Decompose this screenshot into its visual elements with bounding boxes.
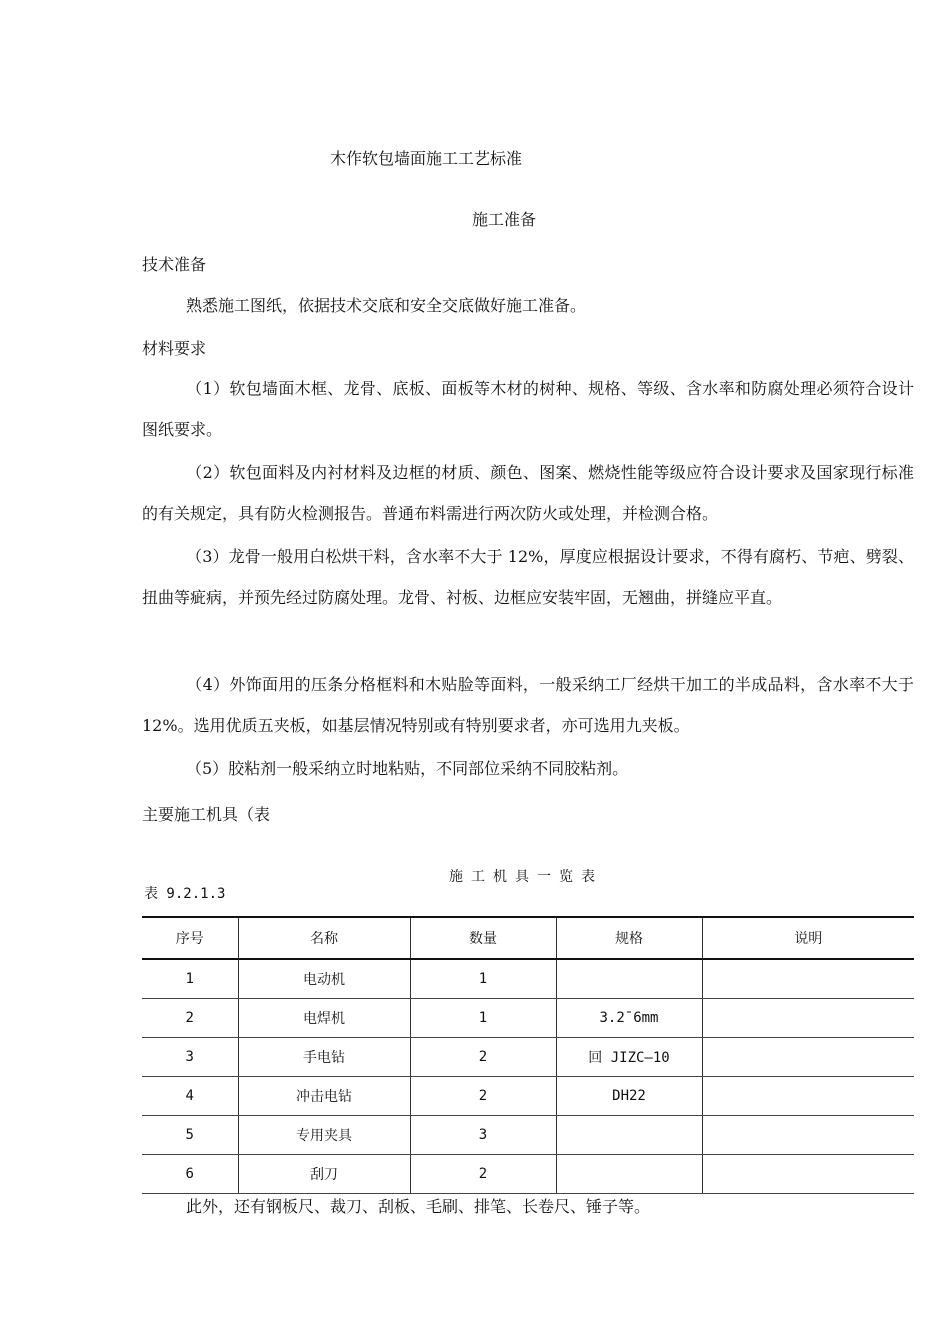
cell-spec (556, 1116, 702, 1155)
cell-name: 专用夹具 (238, 1116, 410, 1155)
cell-index: 6 (142, 1155, 238, 1194)
material-item-5-text: （5）胶粘剂一般采纳立时地粘贴，不同部位采纳不同胶粘剂。 (186, 759, 629, 778)
cell-index: 2 (142, 999, 238, 1038)
cell-name: 冲击电钻 (238, 1077, 410, 1116)
table-row (142, 1038, 914, 1077)
material-item-3-text: （3）龙骨一般用白松烘干料，含水率不大于 12%，厚度应根据设计要求，不得有腐朽、节疤、劈裂、扭曲等疵病，并预先经过防腐处理。龙骨、衬板、边框应安装牢固，无翘曲，拼缝应平直。 (142, 547, 914, 607)
table-header-row (142, 917, 914, 959)
cell-quantity: 2 (410, 1077, 556, 1116)
header-name: 名称 (238, 917, 410, 959)
material-heading: 材料要求 (142, 339, 207, 358)
cell-note (702, 1155, 914, 1194)
table-row (142, 999, 914, 1038)
cell-index: 5 (142, 1116, 238, 1155)
material-item-2-text: （2）软包面料及内衬材料及边框的材质、颜色、图案、燃烧性能等级应符合设计要求及国家现行标准的有关规定，具有防火检测报告。普通布料需进行两次防火或处理，并检测合格。 (142, 463, 914, 523)
cell-index: 3 (142, 1038, 238, 1077)
table-row (142, 1116, 914, 1155)
cell-note (702, 959, 914, 999)
tools-table (142, 916, 914, 1194)
table-number: 表 9.2.1.3 (144, 886, 226, 902)
material-item-4 (142, 664, 914, 746)
table-row (142, 1155, 914, 1194)
cell-note (702, 999, 914, 1038)
cell-quantity: 1 (410, 999, 556, 1038)
cell-note (702, 1116, 914, 1155)
cell-name: 手电钻 (238, 1038, 410, 1077)
cell-spec (556, 1155, 702, 1194)
section-title: 施工准备 (472, 210, 537, 229)
header-quantity: 数量 (410, 917, 556, 959)
material-item-2 (142, 452, 914, 534)
material-item-3 (142, 536, 914, 618)
cell-name: 电动机 (238, 959, 410, 999)
cell-index: 1 (142, 959, 238, 999)
document-title: 木作软包墙面施工工艺标准 (330, 149, 523, 168)
header-spec: 规格 (556, 917, 702, 959)
material-item-4-text: （4）外饰面用的压条分格框料和木贴脸等面料，一般采纳工厂经烘干加工的半成品料，含水率不大于 12%。选用优质五夹板，如基层情况特别或有特别要求者，亦可选用九夹板。 (142, 675, 914, 735)
table-caption: 施工机具一览表 (449, 869, 603, 885)
table-row (142, 1077, 914, 1116)
cell-note (702, 1077, 914, 1116)
table-row (142, 959, 914, 999)
tech-prep-text: 熟悉施工图纸，依据技术交底和安全交底做好施工准备。 (186, 296, 587, 315)
cell-spec: 3.2¯6mm (556, 999, 702, 1038)
cell-quantity: 1 (410, 959, 556, 999)
cell-quantity: 2 (410, 1155, 556, 1194)
material-item-1 (142, 368, 914, 450)
cell-index: 4 (142, 1077, 238, 1116)
header-index: 序号 (142, 917, 238, 959)
cell-quantity: 2 (410, 1038, 556, 1077)
cell-note (702, 1038, 914, 1077)
cell-quantity: 3 (410, 1116, 556, 1155)
cell-spec: 回 JIZC—10 (556, 1038, 702, 1077)
tech-prep-heading: 技术准备 (142, 255, 207, 274)
tools-heading: 主要施工机具（表 (142, 805, 271, 824)
cell-name: 电焊机 (238, 999, 410, 1038)
material-item-1-text: （1）软包墙面木框、龙骨、底板、面板等木材的树种、规格、等级、含水率和防腐处理必须符合设计图纸要求。 (142, 379, 914, 439)
header-note: 说明 (702, 917, 914, 959)
cell-name: 刮刀 (238, 1155, 410, 1194)
cell-spec: DH22 (556, 1077, 702, 1116)
cell-spec (556, 959, 702, 999)
footer-note: 此外，还有钢板尺、裁刀、刮板、毛刷、排笔、长卷尺、锤子等。 (186, 1197, 651, 1216)
material-item-5 (142, 748, 914, 789)
